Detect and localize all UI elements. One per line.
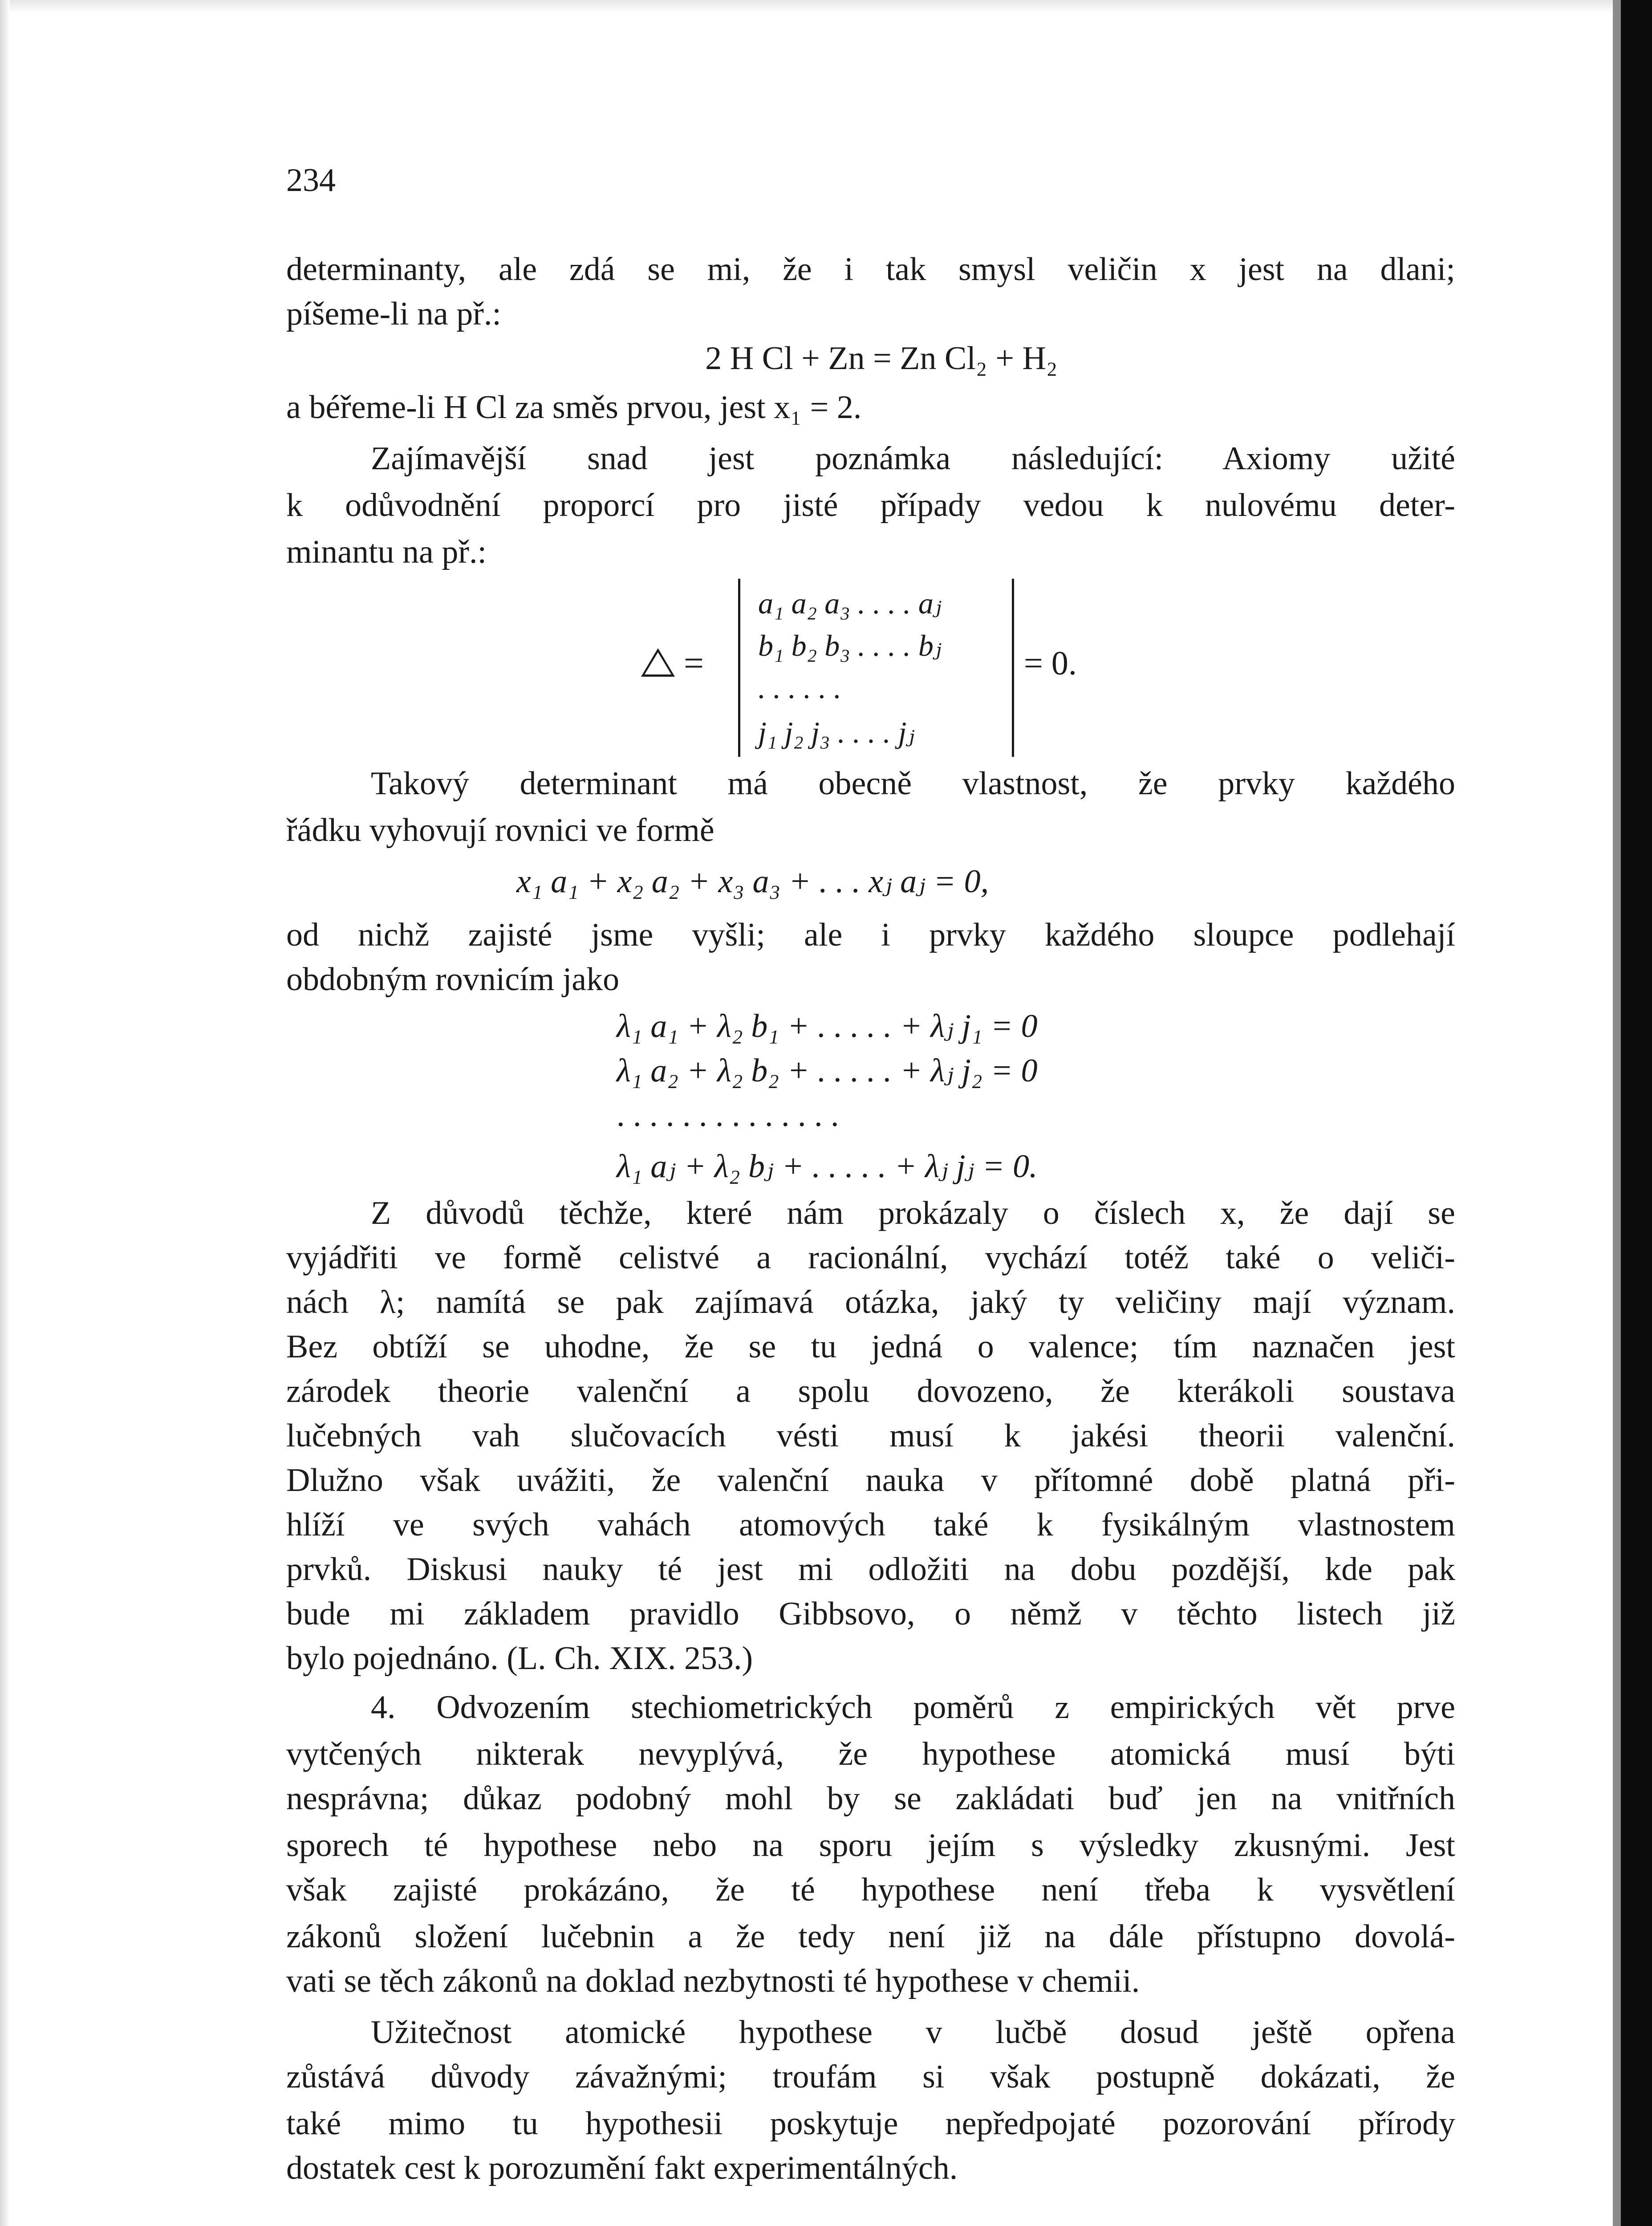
determinant-delta [641,641,704,686]
text-line: Takový determinant má obecně vlastnost, že prvky každého [371,765,1455,802]
determinant-matrix [738,579,1014,757]
text-line: nách λ; namítá se pak zajímavá otázka, jaký ty veličiny mají význam. [286,1284,1455,1320]
equation-x: x₁ a₁ + x₂ a₂ + x₃ a₃ + . . . xⱼ aⱼ = 0, [516,863,989,900]
text-line: sporech té hypothese nebo na sporu jejím s výsledky zkusnými. Jest [286,1827,1455,1864]
determinant-row: b₁ b₂ b₃ . . . . bⱼ [758,629,942,662]
determinant-equals: = [684,644,704,683]
scan-edge-left [0,0,10,2226]
text-line: minantu na př.: [286,534,487,570]
text-line: zárodek theorie valenční a spolu dovozeno, že kterákoli soustava [286,1373,1455,1410]
determinant-row: a₁ a₂ a₃ . . . . aⱼ [758,586,942,620]
equation-lambda: λ₁ a₂ + λ₂ b₂ + . . . . . + λⱼ j₂ = 0 [617,1052,1038,1089]
text-line: vati se těch zákonů na doklad nezbytnosti té hypothese v chemii. [286,1963,1140,1999]
text-line: lučebných vah slučovacích vésti musí k jakési theorii valenční. [286,1418,1455,1454]
text-line: vytčených nikterak nevyplývá, že hypothese atomická musí býti [286,1736,1455,1772]
equation-chemical: 2 H Cl + Zn = Zn Cl₂ + H₂ [705,340,1058,377]
text-line: a béřeme-li H Cl za směs prvou, jest x₁ = 2. [286,389,862,426]
page-number: 234 [286,162,336,199]
text-line: vyjádřiti ve formě celistvé a racionální, vychází totéž také o veliči- [286,1239,1455,1276]
text-line: bylo pojednáno. (L. Ch. XIX. 253.) [286,1640,753,1677]
text-line: také mimo tu hypothesii poskytuje nepředpojaté pozorování přírody [286,2105,1455,2142]
text-line: však zajisté prokázáno, že té hypothese není třeba k vysvětlení [286,1872,1455,1908]
determinant-row: j₁ j₂ j₃ . . . . jⱼ [758,715,915,749]
text-line: zůstává důvody závažnými; troufám si však postupně dokázati, že [286,2059,1455,2095]
text-line: nesprávna; důkaz podobný mohl by se zakládati buď jen na vnitřních [286,1780,1455,1817]
text-line: zákonů složení lučebnin a že tedy není již na dále přístupno dovolá- [286,1918,1455,1955]
determinant-row: . . . . . . [758,671,841,705]
delta-icon [641,648,675,677]
text-line: Zajímavější snad jest poznámka následující: Axiomy užité [371,440,1455,477]
equation-lambda: λ₁ a₁ + λ₂ b₁ + . . . . . + λⱼ j₁ = 0 [617,1008,1038,1044]
text-line: hlíží ve svých vahách atomových také k fysikálným vlastnostem [286,1507,1455,1543]
text-line: bude mi základem pravidlo Gibbsovo, o němž v těchto listech již [286,1596,1455,1632]
text-line: Bez obtíží se uhodne, že se tu jedná o valence; tím naznačen jest [286,1328,1455,1365]
text-line: determinanty, ale zdá se mi, že i tak smysl veličin x jest na dlani; [286,251,1455,288]
text-line: 4. Odvozením stechiometrických poměrů z empirických vět prve [371,1689,1455,1726]
text-line: Dlužno však uvážiti, že valenční nauka v přítomné době platná při- [286,1462,1455,1499]
scan-edge-shadow [1613,0,1621,2226]
scan-edge-right [1621,0,1652,2226]
equation-lambda: . . . . . . . . . . . . . . [617,1097,839,1133]
equation-lambda: λ₁ aⱼ + λ₂ bⱼ + . . . . . + λⱼ jⱼ = 0. [617,1148,1038,1185]
scan-edge-top [0,0,1652,13]
text-line: od nichž zajisté jsme vyšli; ale i prvky každého sloupce podlehají [286,917,1455,953]
text-line: prvků. Diskusi nauky té jest mi odložiti na dobu pozdější, kde pak [286,1551,1455,1588]
text-line: dostatek cest k porozumění fakt experimentálných. [286,2150,958,2186]
determinant-result: = 0. [1024,645,1077,682]
text-line: Užitečnost atomické hypothese v lučbě dosud ještě opřena [371,2014,1455,2051]
text-line: k odůvodnění proporcí pro jisté případy vedou k nulovému deter- [286,487,1455,524]
text-line: Z důvodů těchže, které nám prokázaly o číslech x, že dají se [371,1195,1455,1231]
text-line: obdobným rovnicím jako [286,961,620,998]
text-line: řádku vyhovují rovnici ve formě [286,812,714,849]
text-line: píšeme-li na př.: [286,296,501,332]
